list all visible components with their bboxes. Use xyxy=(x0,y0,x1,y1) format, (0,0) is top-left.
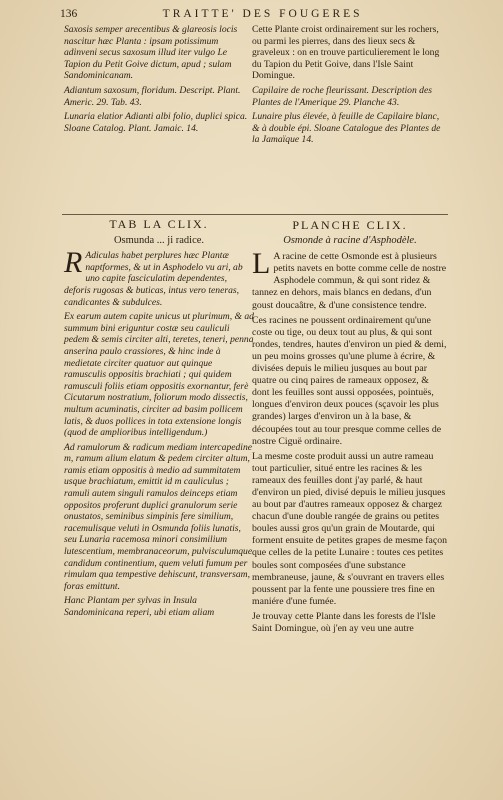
latin-paragraph-1 xyxy=(64,246,254,308)
section-divider xyxy=(62,214,448,215)
french-paragraph-4: Je trouvay cette Plante dans les forests de l'Isle Saint Domingue, où j'en ay veu une autre xyxy=(252,610,436,634)
french-section-title: PLANCHE CLIX. xyxy=(292,218,408,232)
french-top-paragraph-2: Capilaire de roche fleurissant. Description des Plantes de l'Amerique 29. Planche 43. xyxy=(252,84,432,108)
latin-section-title: TAB LA CLIX. xyxy=(109,217,209,231)
latin-column xyxy=(64,218,254,622)
latin-dropcap: R xyxy=(64,246,83,280)
french-paragraph-1-text: A racine de cette Osmonde est à plusieurs petits navets en botte comme celle de nostre Asphodele commun, & qui sont ridez & tannez en dehors, mais blancs en dedans, d'un goust doucaâtre, & d'une consistence tendre. xyxy=(252,251,447,311)
page-number: 136 xyxy=(60,8,78,20)
french-column xyxy=(252,218,448,638)
latin-paragraph-4: Hanc Plantam per sylvas in Insula Sandominicana reperi, ubi etiam aliam xyxy=(64,595,215,618)
french-top-paragraph-3: Lunaire plus élevée, à feuille de Capilaire blanc, & à double épi. Sloane Catalogue des Plantes de la Jamaïque 14. xyxy=(252,111,441,146)
latin-paragraph-2: Ex earum autem capite unicus ut plurimum, & ad summum bini eriguntur costæ seu cauliculi pedem & semis circiter alti, teretes, teneri, penna anserina paulo crassiores, & hinc inde à medietate circiter quatuor aut quinque ramusculis oppositis brachiati ; qui quidem ramusculi foliis etiam oppositis exornantur, ferè Cicutarum nostratium, foliorum modo dissectis, multum acuminatis, circiter ad basim pollicem latis, & duos pollices in tota extensione longis (quod de amplioribus intelligendum.) xyxy=(64,311,254,439)
french-dropcap: L xyxy=(252,247,271,281)
running-title: TRAITTE' DES FOUGERES xyxy=(162,8,363,20)
latin-top-paragraph-2: Adiantum saxosum, floridum. Descript. Plant. Americ. 29. Tab. 43. xyxy=(64,84,241,108)
french-top-column xyxy=(252,24,448,149)
latin-paragraph-3: Ad ramulorum & radicum mediam intercapedine m, ramum alium elatum & pedem circiter altum, ramis etiam oppositis à medio ad summitatem usque brachiatum, emittit id m cauliculus ; ramuli autem singuli ramulos deinceps etiam oppositos proferunt duplici granulorum serie onustatos, seminibus simpinis fere similium, racemulisque veluti in Osmunda foliis lunatis, seu Lunaria racemosa minori consimilium lutescentium, membranaceorum, pulvisculumque candidum continentium, quem veluti fumum per rimulam qua tempestive dehiscunt, transversam, foras emittunt. xyxy=(64,441,253,592)
latin-top-paragraph-3: Lunaria elatior Adianti albi folio, duplici spica. Sloane Catalog. Plant. Jamaic. 14. xyxy=(64,111,248,134)
french-section-subtitle: Osmonde à racine d'Asphodèle. xyxy=(283,235,417,247)
latin-top-column xyxy=(64,24,249,137)
french-paragraph-2: Ces racines ne poussent ordinairement qu'une coste ou tige, ou deux tout au plus, & qui sont rondes, tendres, hautes d'environ un pied & demi, un peu moins grosses qu'une plume à écrire, & divisées depuis le milieu jusques au bout par quatre ou cinq paires de rameaux opposez, & dont les feuilles sont aussi opposées, pointuës, longues d'environ deux pouces (sçavoir les plus grandes) larges d'environ un à la base, & découpées tout au tour presque comme celles de nostre Ciguë ordinaire. xyxy=(252,314,447,447)
french-paragraph-3: La mesme coste produit aussi un autre rameau tout particulier, situé entre les racines & les rameaux des feuilles dont j'ay parlé, & haut d'environ un pied, divisé depuis le milieu jusques au bout par d'autres rameaux opposez & chargez chacun d'une double rangée de grains ou petites boules aussi gros qu'un grain de Moutarde, qui forment ensuite de petites grapes de mesme façon que celles de la petite Lunaire : toutes ces petites boules sont composées d'une substance membraneuse, jaune, & s'ouvrant en travers elles poussent par la fente une poussiere tres fine en maniére d'une fumée. xyxy=(252,450,448,607)
french-paragraph-1 xyxy=(252,247,448,311)
latin-top-paragraph-1: Saxosis semper arecentibus & glareosis locis nascitur hæc Planta : ipsam potissimum adinveni secus saxosum illud iter vulgo Le Tapion du Petit Goive dictum, apud ; sulam Sandominicanam. xyxy=(64,24,238,82)
latin-section-subtitle: Osmunda ... ji radice. xyxy=(113,234,205,246)
page-header xyxy=(60,8,448,24)
french-top-paragraph-1: Cette Plante croist ordinairement sur les rochers, ou parmi les pierres, dans des lieux secs & graveleux : on en trouve particulierement le long du Tapion du Petit Goive, dans l'Isle Saint Domingue. xyxy=(252,24,440,82)
latin-paragraph-1-text: Adiculas habet perplures hæc Plantæ naptformes, & ut in Asphodelo vu ari, ab uno capite fasciculatim dependentes, deforis rugosas & buticas, intus vero teneras, candicantes & subdulces. xyxy=(64,250,243,308)
